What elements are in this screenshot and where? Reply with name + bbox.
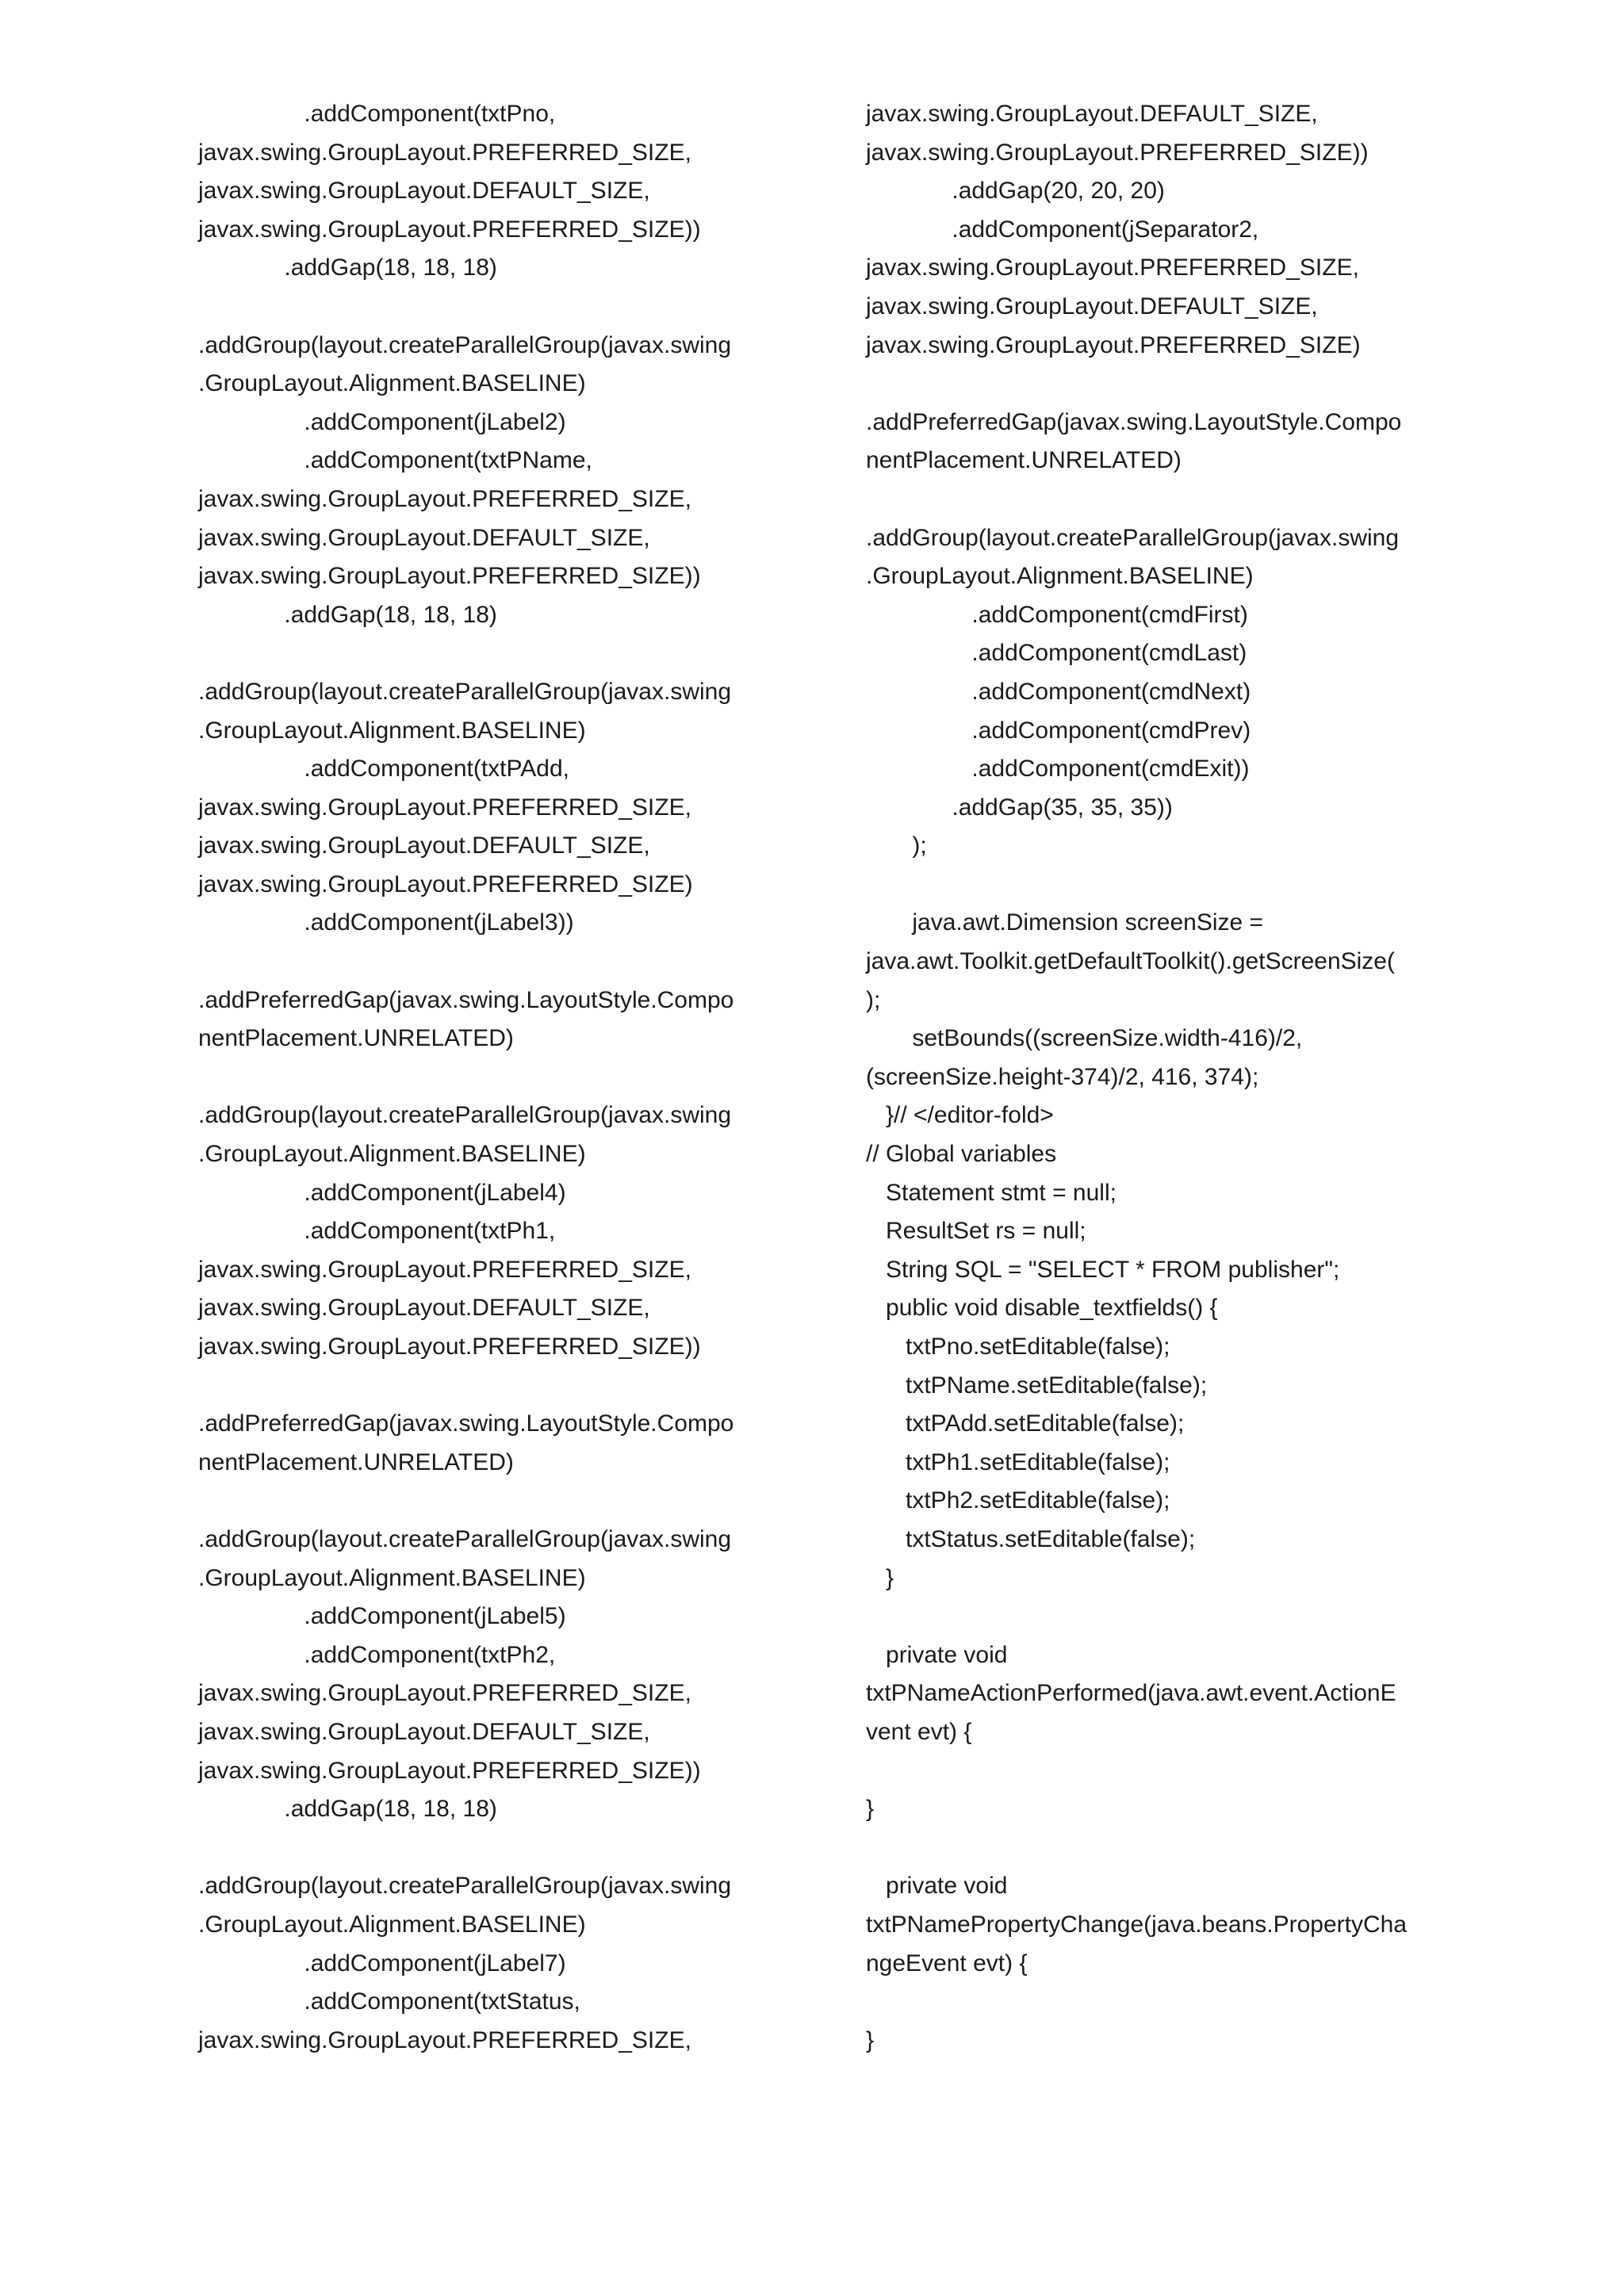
- code-line: setBounds((screenSize.width-416)/2,: [866, 1025, 1303, 1052]
- code-line: .addComponent(jLabel2): [198, 408, 566, 435]
- code-line: java.awt.Toolkit.getDefaultToolkit().getScreenSize(: [866, 948, 1395, 975]
- code-line: txtPName.setEditable(false);: [866, 1372, 1208, 1399]
- code-line: // Global variables: [866, 1141, 1057, 1168]
- code-line: .GroupLayout.Alignment.BASELINE): [198, 1141, 586, 1168]
- code-line: txtPh1.setEditable(false);: [866, 1448, 1170, 1475]
- code-line: String SQL = "SELECT * FROM publisher";: [866, 1256, 1340, 1283]
- code-line: .GroupLayout.Alignment.BASELINE): [198, 1564, 586, 1591]
- code-line: .addComponent(txtPh1,: [198, 1218, 556, 1245]
- code-line: javax.swing.GroupLayout.DEFAULT_SIZE,: [198, 178, 650, 205]
- code-line: .addComponent(cmdFirst): [866, 601, 1248, 628]
- code-line: javax.swing.GroupLayout.DEFAULT_SIZE,: [198, 832, 650, 859]
- code-line: javax.swing.GroupLayout.DEFAULT_SIZE,: [198, 1295, 650, 1322]
- code-line: .addComponent(txtPAdd,: [198, 756, 570, 783]
- code-line: }: [866, 2026, 875, 2053]
- code-line: txtStatus.setEditable(false);: [866, 1525, 1196, 1552]
- code-line: txtPNamePropertyChange(java.beans.PropertyCha: [866, 1911, 1408, 1938]
- code-line: javax.swing.GroupLayout.PREFERRED_SIZE)): [866, 139, 1369, 166]
- code-line: .addPreferredGap(javax.swing.LayoutStyle.Compo: [866, 408, 1402, 435]
- code-line: [866, 1752, 1469, 1791]
- code-line: .addGap(18, 18, 18): [198, 254, 497, 281]
- code-line: .addGroup(layout.createParallelGroup(javax.swing: [866, 524, 1400, 551]
- code-line: );: [866, 986, 881, 1013]
- code-line: txtPAdd.setEditable(false);: [866, 1410, 1185, 1437]
- code-line: private void: [866, 1641, 1008, 1668]
- code-line: javax.swing.GroupLayout.PREFERRED_SIZE): [198, 871, 693, 897]
- code-line: javax.swing.GroupLayout.PREFERRED_SIZE,: [198, 1680, 691, 1707]
- code-line: javax.swing.GroupLayout.PREFERRED_SIZE,: [866, 254, 1359, 281]
- code-line: .addComponent(jLabel5): [198, 1603, 566, 1630]
- right-code-column: [866, 95, 1469, 2060]
- code-line: txtPh2.setEditable(false);: [866, 1487, 1170, 1514]
- code-line: Statement stmt = null;: [866, 1179, 1116, 1206]
- code-line: [866, 365, 1469, 404]
- code-line: [866, 1983, 1469, 2022]
- code-line: .addComponent(cmdExit)): [866, 756, 1250, 783]
- code-line: .addComponent(jLabel7): [198, 1950, 566, 1976]
- code-line: txtPno.setEditable(false);: [866, 1334, 1170, 1360]
- code-line: [198, 288, 801, 327]
- code-line: javax.swing.GroupLayout.PREFERRED_SIZE)): [198, 1757, 701, 1784]
- code-line: javax.swing.GroupLayout.PREFERRED_SIZE): [866, 331, 1361, 358]
- code-line: .GroupLayout.Alignment.BASELINE): [866, 563, 1254, 590]
- code-line: ngeEvent evt) {: [866, 1950, 1028, 1976]
- code-line: txtPNameActionPerformed(java.awt.event.ActionE: [866, 1680, 1396, 1707]
- code-line: (screenSize.height-374)/2, 416, 374);: [866, 1063, 1259, 1090]
- code-line: );: [866, 832, 927, 859]
- code-line: javax.swing.GroupLayout.DEFAULT_SIZE,: [198, 1718, 650, 1745]
- code-line: private void: [866, 1873, 1008, 1900]
- code-line: .GroupLayout.Alignment.BASELINE): [198, 1911, 586, 1938]
- code-line: [866, 866, 1469, 905]
- code-line: .addComponent(txtPh2,: [198, 1641, 556, 1668]
- code-line: javax.swing.GroupLayout.PREFERRED_SIZE)): [198, 216, 701, 243]
- code-line: .GroupLayout.Alignment.BASELINE): [198, 370, 586, 397]
- code-line: [866, 1598, 1469, 1636]
- code-line: [198, 1367, 801, 1406]
- code-line: .addPreferredGap(javax.swing.LayoutStyle.Compo: [198, 1410, 734, 1437]
- code-line: .addGroup(layout.createParallelGroup(javax.swing: [198, 678, 732, 705]
- code-line: .addComponent(jLabel3)): [198, 909, 574, 936]
- code-line: [198, 1482, 801, 1521]
- code-line: nentPlacement.UNRELATED): [198, 1448, 514, 1475]
- code-line: .addGroup(layout.createParallelGroup(javax.swing: [198, 331, 732, 358]
- left-code-column: [198, 95, 801, 2060]
- code-line: .addGap(20, 20, 20): [866, 178, 1165, 205]
- code-line: [866, 1829, 1469, 1868]
- code-line: .addComponent(cmdNext): [866, 678, 1251, 705]
- code-line: javax.swing.GroupLayout.PREFERRED_SIZE,: [198, 485, 691, 512]
- code-line: [198, 1058, 801, 1097]
- code-line: .addGap(18, 18, 18): [198, 1796, 497, 1823]
- code-line: javax.swing.GroupLayout.PREFERRED_SIZE,: [198, 139, 691, 166]
- code-line: [198, 1829, 801, 1868]
- code-line: ResultSet rs = null;: [866, 1218, 1086, 1245]
- code-line: java.awt.Dimension screenSize =: [866, 909, 1264, 936]
- code-line: vent evt) {: [866, 1718, 972, 1745]
- code-line: .addComponent(txtPno,: [198, 101, 556, 127]
- code-line: javax.swing.GroupLayout.PREFERRED_SIZE,: [198, 1256, 691, 1283]
- code-line: [866, 480, 1469, 519]
- code-line: .addGap(35, 35, 35)): [866, 794, 1173, 821]
- code-line: .addComponent(jSeparator2,: [866, 216, 1259, 243]
- code-line: }: [866, 1796, 875, 1823]
- code-line: .addGroup(layout.createParallelGroup(javax.swing: [198, 1525, 732, 1552]
- code-line: .addComponent(txtPName,: [198, 447, 592, 474]
- code-line: .addComponent(cmdLast): [866, 640, 1247, 667]
- code-line: .GroupLayout.Alignment.BASELINE): [198, 717, 586, 744]
- code-line: javax.swing.GroupLayout.DEFAULT_SIZE,: [866, 293, 1318, 320]
- code-line: }: [866, 1564, 894, 1591]
- code-line: javax.swing.GroupLayout.PREFERRED_SIZE,: [198, 2026, 691, 2053]
- code-line: [198, 634, 801, 673]
- code-line: .addGroup(layout.createParallelGroup(javax.swing: [198, 1102, 732, 1129]
- code-line: .addComponent(txtStatus,: [198, 1988, 580, 2015]
- code-line: [198, 943, 801, 982]
- code-line: public void disable_textfields() {: [866, 1295, 1218, 1322]
- code-line: javax.swing.GroupLayout.DEFAULT_SIZE,: [198, 524, 650, 551]
- code-line: javax.swing.GroupLayout.PREFERRED_SIZE)): [198, 1334, 701, 1360]
- code-line: .addComponent(jLabel4): [198, 1179, 566, 1206]
- code-line: .addComponent(cmdPrev): [866, 717, 1251, 744]
- code-line: nentPlacement.UNRELATED): [866, 447, 1182, 474]
- code-line: javax.swing.GroupLayout.DEFAULT_SIZE,: [866, 101, 1318, 127]
- code-line: javax.swing.GroupLayout.PREFERRED_SIZE,: [198, 794, 691, 821]
- code-line: .addGroup(layout.createParallelGroup(javax.swing: [198, 1873, 732, 1900]
- code-line: .addPreferredGap(javax.swing.LayoutStyle.Compo: [198, 986, 734, 1013]
- code-line: javax.swing.GroupLayout.PREFERRED_SIZE)): [198, 563, 701, 590]
- code-line: }// </editor-fold>: [866, 1102, 1054, 1129]
- code-line: .addGap(18, 18, 18): [198, 601, 497, 628]
- code-line: nentPlacement.UNRELATED): [198, 1025, 514, 1052]
